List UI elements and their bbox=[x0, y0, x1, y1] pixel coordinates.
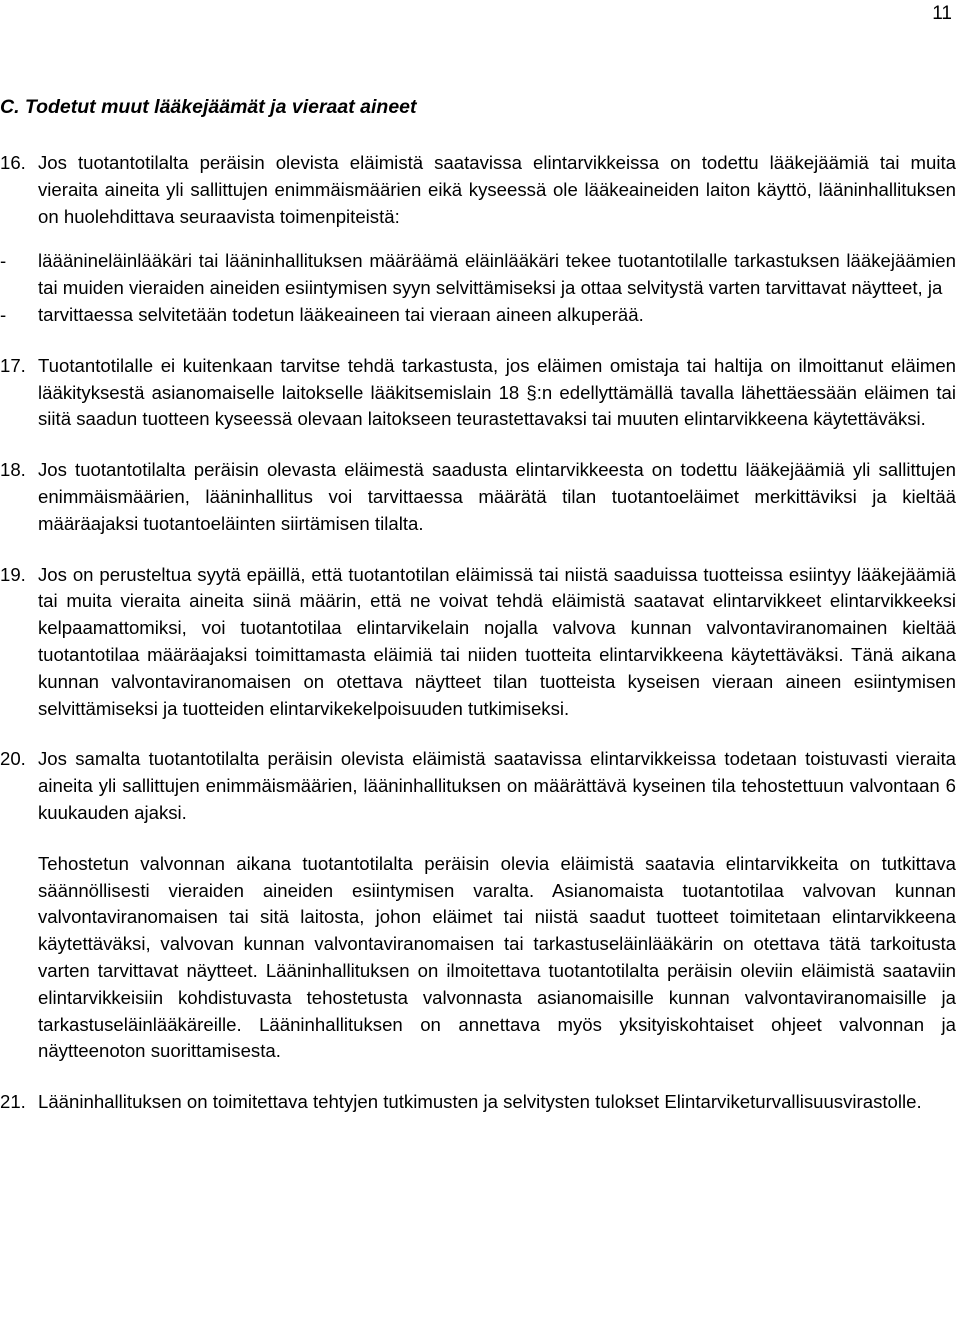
list-item-text: tarvittaessa selvitetään todetun lääkeaineen tai vieraan aineen alkuperää. bbox=[38, 303, 644, 325]
paragraph-number: 17. bbox=[0, 354, 26, 376]
numbered-paragraph bbox=[0, 1089, 956, 1116]
numbered-paragraph bbox=[0, 353, 956, 433]
continuation-paragraph bbox=[0, 851, 956, 1065]
paragraph-number: 21. bbox=[0, 1091, 26, 1113]
list-item-text: lääänineläinlääkäri tai lääninhallituksen määräämä eläinlääkäri tekee tuotantotilalle tarkastuksen lääkejäämien tai muiden vieraiden aineiden esiintymisen syyn selvittämiseksi ja ottaa selvitystä varten tarvittavat näytteet, ja bbox=[38, 250, 956, 299]
dash-marker: - bbox=[0, 250, 7, 272]
paragraph-text: Tuotantotilalle ei kuitenkaan tarvitse tehdä tarkastusta, jos eläimen omistaja tai haltija on ilmoittanut eläimen lääkityksestä asianomaiselle laitokselle lääkitsemislain 18 §:n edellyttämällä tavalla lähettäessään eläimen tai siitä saadun tuotteen kyseessä olevaan laitokseen teurastettavaksi tai muuten elintarvikkeena käytettäväksi. bbox=[38, 354, 956, 430]
dash-marker: - bbox=[0, 303, 7, 325]
numbered-paragraph bbox=[0, 457, 956, 537]
numbered-paragraph bbox=[0, 150, 956, 230]
paragraph-text: Jos on perusteltua syytä epäillä, että tuotantotilan eläimissä tai niistä saaduissa tuotteissa esiintyy lääkejäämiä tai muita vieraita aineita siinä määrin, että ne voivat tehdä eläimistä saatavat elintarvikkeet elintarvikkeeksi kelpaamattomiksi, voi tuotantotilaa elintarvikelain nojalla valvova kunnan valvontaviranomainen kieltää tuotantotilaa määräajaksi toimittamasta eläimiä tai niiden tuotteita elintarvikkeena käytettäväksi. Tänä aikana kunnan valvontaviranomaisen on otettava näytteet tilan tuotteista kyseisen vieraan aineen esiintymisen selvittämiseksi ja tuotteiden elintarvikekelpoisuuden tutkimiseksi. bbox=[38, 563, 956, 719]
list-item bbox=[0, 248, 956, 302]
paragraph-text: Jos tuotantotilalta peräisin olevista eläimistä saatavissa elintarvikkeissa on todettu lääkejäämiä tai muita vieraita aineita yli sallittujen enimmäismäärien eikä kyseessä ole lääkeaineiden laiton käyttö, lääninhallituksen on huolehdittava seuraavista toimenpiteistä: bbox=[38, 152, 956, 227]
paragraph-number: 16. bbox=[0, 152, 26, 173]
page-number: 11 bbox=[932, 3, 952, 24]
paragraph-text: Jos samalta tuotantotilalta peräisin olevista eläimistä saatavissa elintarvikkeissa todetaan toistuvasti vieraita aineita yli sallittujen enimmäismäärien, lääninhallituksen on määrättävä kyseinen tila tehostettuun valvontaan 6 kuukauden ajaksi. bbox=[38, 748, 956, 823]
numbered-paragraph bbox=[0, 746, 956, 826]
paragraph-text: Jos tuotantotilalta peräisin olevasta eläimestä saadusta elintarvikkeesta on todettu lääkejäämiä yli sallittujen enimmäismäärien, lääninhallitus voi tarvittaessa määrätä tilan tuotantoeläimet merkittäviksi ja kieltää määräajaksi tuotantoeläinten siirtämisen tilalta. bbox=[38, 459, 956, 534]
paragraph-number: 20. bbox=[0, 748, 26, 770]
numbered-paragraph bbox=[0, 562, 956, 723]
paragraph-number: 19. bbox=[0, 563, 26, 585]
paragraph-number: 18. bbox=[0, 459, 26, 481]
dash-list bbox=[0, 248, 956, 328]
list-item bbox=[0, 302, 956, 329]
section-heading: C. Todetut muut lääkejäämät ja vieraat aineet bbox=[0, 96, 417, 118]
paragraph-text: Lääninhallituksen on toimitettava tehtyjen tutkimusten ja selvitysten tulokset Elintarviketurvallisuusvirastolle. bbox=[38, 1091, 922, 1113]
document-body bbox=[0, 150, 956, 1116]
paragraph-text: Tehostetun valvonnan aikana tuotantotilalta peräisin olevia eläimistä saatavia elintarvikkeita on tutkittava säännöllisesti vieraiden aineiden esiintymisen varalta. Asianomaista tuotantotilaa valvovan kunnan valvontaviranomaisen tai sitä laitosta, johon eläimet tai niistä saadut tuotteet toimitetaan elintarvikkeena käytettäväksi, valvovan kunnan valvontaviranomaisen tai tarkastuseläinlääkärin on otettava tätä tarkoitusta varten tarvittavat näytteet. Lääninhallituksen on ilmoitettava tuotantotilalta peräisin oleviin eläimistä saataviin elintarvikkeisiin kohdistuvasta tehostetusta valvonnasta asianomaisille kunnan valvontaviranomaisille ja tarkastuseläinlääkäreille. Lääninhallituksen on annettava myös yksityiskohtaiset ohjeet valvonnan ja näytteenoton suorittamisesta. bbox=[38, 852, 956, 1062]
